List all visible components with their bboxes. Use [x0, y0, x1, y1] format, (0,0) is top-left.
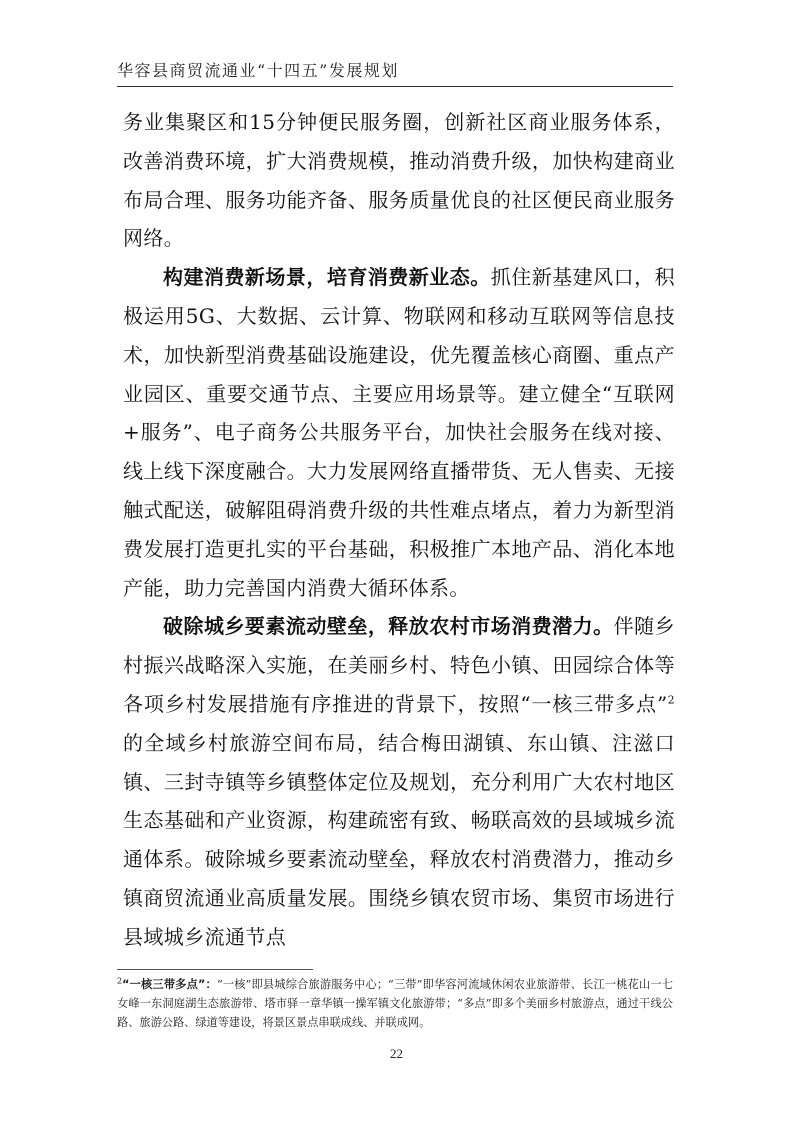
- footnote: [117, 975, 673, 1032]
- footnote-term: “一核三带多点”：: [122, 978, 217, 991]
- header-divider: [117, 86, 673, 87]
- body-text: [123, 103, 675, 957]
- footnote-reference[interactable]: 2: [667, 693, 675, 707]
- paragraph-text: 的全域乡村旅游空间布局，结合梅田湖镇、东山镇、注滋口镇、三封寺镇等乡镇整体定位及规划，充分利用广大农村地区生态基础和产业资源，构建疏密有致、畅联高效的县域城乡流通体系。破除城乡要素流动壁垒，释放农村消费潜力，推动乡镇商贸流通业高质量发展。围绕乡镇农贸市场、集贸市场进行县域城乡流通节点: [123, 730, 675, 949]
- paragraph-rural-market: [123, 607, 675, 956]
- paragraph-lead-heading: 破除城乡要素流动壁垒，释放农村市场消费潜力。: [163, 614, 614, 639]
- page-number: 22: [390, 1046, 403, 1061]
- paragraph-text: 伴随乡村振兴战略深入实施，在美丽乡村、特色小镇、田园综合体等各项乡村发展措施有序推进的背景下，按照“一核三带多点”: [123, 614, 675, 716]
- footnote-text: “一核”即县城综合旅游服务中心；“三带”即华容河流域休闲农业旅游带、长江一桃花山一七女峰一东洞庭湖生态旅游带、塔市驿一章华镇一操军镇文化旅游带；“多点”即多个美丽乡村旅游点，通过干线公路、旅游公路、绿道等建设，将景区景点串联成线、并联成网。: [117, 978, 673, 1029]
- footnote-number: 2: [117, 976, 123, 986]
- paragraph-continuation: [123, 103, 675, 258]
- page-header-title: 华容县商贸流通业“十四五”发展规划: [117, 61, 399, 80]
- paragraph-lead-heading: 构建消费新场景，培育消费新业态。: [163, 265, 491, 290]
- paragraph-new-consumption-scenes: [123, 258, 675, 607]
- paragraph-text: 抓住新基建风口，积极运用5G、大数据、云计算、物联网和移动互联网等信息技术，加快新型消费基础设施建设，优先覆盖核心商圈、重点产业园区、重要交通节点、主要应用场景等。建立健全“互联网+服务”、电子商务公共服务平台，加快社会服务在线对接、线上线下深度融合。大力发展网络直播带货、无人售卖、无接触式配送，破解阻碍消费升级的共性难点堵点，着力为新型消费发展打造更扎实的平台基础，积极推广本地产品、消化本地产能，助力完善国内消费大循环体系。: [123, 265, 675, 600]
- paragraph-text: 务业集聚区和15分钟便民服务圈，创新社区商业服务体系，改善消费环境，扩大消费规模，推动消费升级，加快构建商业布局合理、服务功能齐备、服务质量优良的社区便民商业服务网络。: [123, 110, 675, 251]
- footnote-divider: [117, 969, 313, 970]
